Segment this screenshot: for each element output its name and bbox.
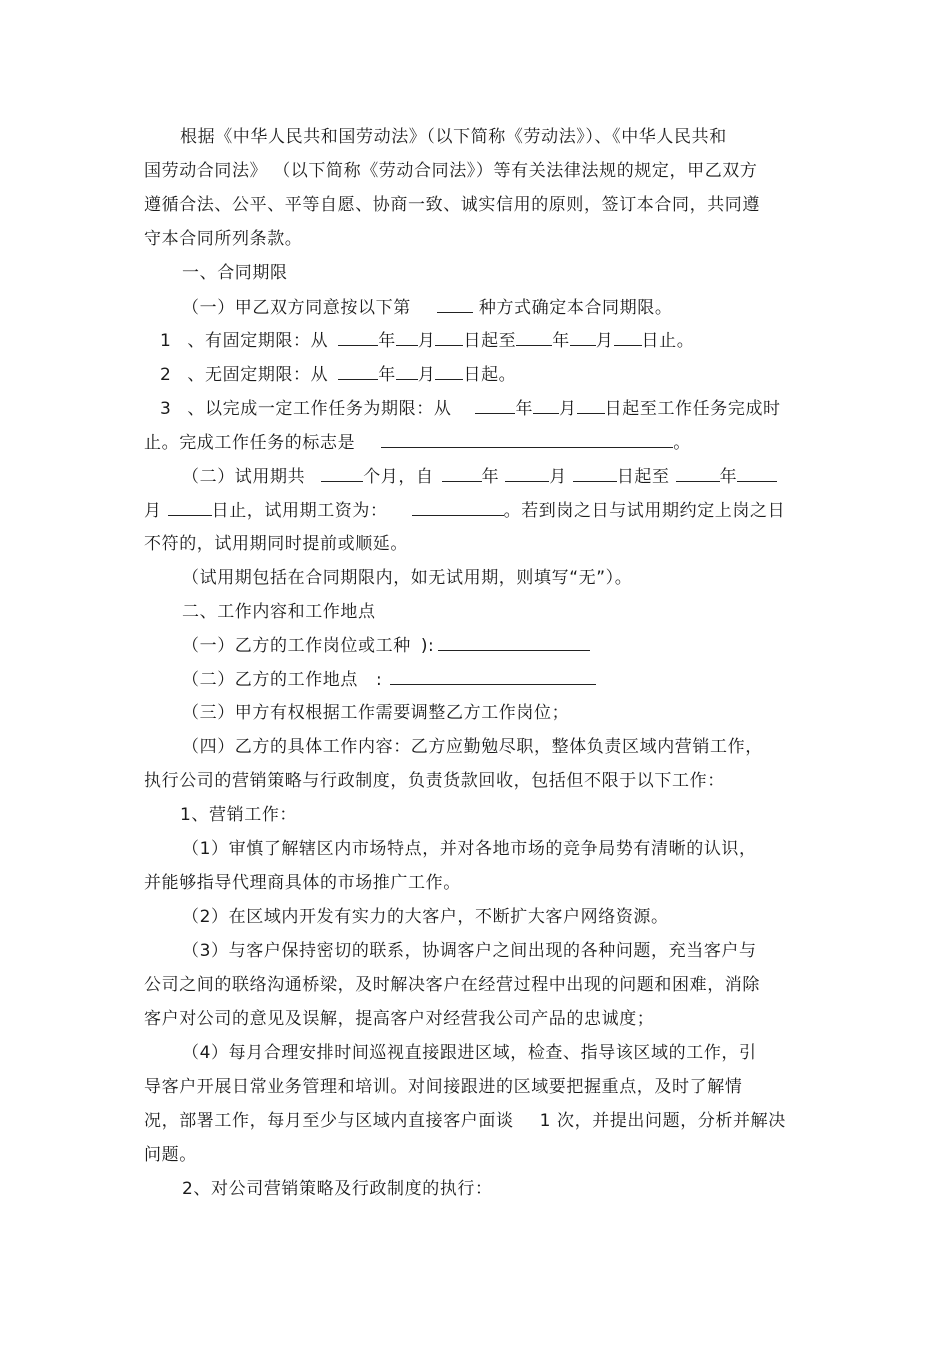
probation-start-month-blank[interactable] (505, 465, 549, 482)
probation-start-year-blank[interactable] (442, 465, 482, 482)
period-label: 。 (673, 433, 691, 453)
probation-line-2 (144, 499, 785, 522)
section-1-heading: 一、合同期限 (182, 263, 288, 283)
probation-months-blank[interactable] (321, 465, 363, 482)
year-label: 年 (719, 467, 738, 487)
month-label: 月 (559, 399, 577, 419)
term-method-blank[interactable] (437, 296, 473, 313)
probation-end-year-blank[interactable] (676, 465, 720, 482)
work-content-line-1: （四）乙方的具体工作内容：乙方应勤勉尽职，整体负责区域内营销工作， (182, 737, 763, 757)
start-month-blank[interactable] (396, 329, 418, 346)
separator: : (376, 670, 383, 690)
term-method-label: （一）甲乙双方同意按以下第 (182, 298, 411, 318)
work-location-label: （二）乙方的工作地点 (182, 670, 358, 690)
item-4-line-1: （4）每月合理安排时间巡视直接跟进区域，检查、指导该区域的工作，引 (182, 1043, 757, 1063)
months-from-label: 个月，自 (363, 467, 434, 487)
work-location-line (182, 668, 596, 691)
start-year-blank[interactable] (475, 397, 515, 414)
month-label: 月 (417, 365, 436, 385)
option-label: 、有固定期限：从 (187, 331, 329, 351)
term-method-suffix: 种方式确定本合同期限。 (478, 298, 673, 318)
probation-note: （试用期包括在合同期限内，如无试用期，则填写“无”）。 (182, 568, 633, 588)
sub-heading-policy: 2、对公司营销策略及行政制度的执行： (182, 1179, 493, 1199)
work-location-blank[interactable] (390, 668, 596, 685)
option-number: 2 (160, 365, 172, 385)
task-completion-label: 止。完成工作任务的标志是 (144, 433, 356, 453)
option-label: 、无固定期限：从 (187, 365, 329, 385)
item-3-line-2: 公司之间的联络沟通桥梁，及时解决客户在经营过程中出现的问题和困难，消除 (144, 975, 760, 995)
option-number: 3 (160, 399, 172, 419)
year-label: 年 (515, 399, 534, 419)
option-task-term (160, 397, 781, 420)
item-3-line-1: （3）与客户保持密切的联系，协调客户之间出现的各种问题，充当客户与 (182, 941, 757, 961)
item-4-text-a: 况，部署工作，每月至少与区域内直接客户面谈 (144, 1111, 514, 1131)
intro-line-3: 遵循合法、公平、平等自愿、协商一致、诚实信用的原则，签订本合同，共同遵 (144, 195, 760, 215)
year-label: 年 (481, 467, 500, 487)
job-position-label: （一）乙方的工作岗位或工种 (182, 636, 411, 656)
probation-wage-blank[interactable] (412, 499, 504, 516)
item-3-line-3: 客户对公司的意见及误解，提高客户对经营我公司产品的忠诚度； (144, 1009, 655, 1029)
term-method-line (182, 296, 672, 319)
end-month-blank[interactable] (570, 329, 596, 346)
start-year-blank[interactable] (338, 329, 378, 346)
option-label: 、以完成一定工作任务为期限：从 (187, 399, 452, 419)
year-label: 年 (378, 331, 396, 351)
clause-adjust-position: （三）甲方有权根据工作需要调整乙方工作岗位； (182, 703, 570, 723)
probation-line-3: 不符的，试用期同时提前或顺延。 (144, 534, 408, 554)
start-month-blank[interactable] (396, 363, 418, 380)
item-4-line-4: 问题。 (144, 1145, 197, 1165)
end-day-blank[interactable] (614, 329, 642, 346)
end-year-blank[interactable] (516, 329, 552, 346)
item-2: （2）在区域内开发有实力的大客户，不断扩大客户网络资源。 (182, 907, 669, 927)
sub-heading-marketing: 1、营销工作： (180, 805, 298, 825)
task-completion-line (144, 431, 691, 454)
probation-end-month-blank[interactable] (737, 465, 777, 482)
month-label: 月 (549, 467, 567, 487)
start-month-blank[interactable] (533, 397, 559, 414)
probation-wage-label: 日止，试用期工资为： (211, 501, 388, 521)
item-4-text-b: 1 次，并提出问题，分析并解决 (539, 1111, 786, 1131)
start-label: 日起至 (616, 467, 670, 487)
item-4-line-2: 导客户开展日常业务管理和培训。对间接跟进的区域要把握重点，及时了解情 (144, 1077, 743, 1097)
start-year-blank[interactable] (338, 363, 378, 380)
task-end-label: 日起至工作任务完成时 (604, 399, 781, 419)
month-label: 月 (144, 501, 162, 521)
start-day-blank[interactable] (435, 363, 463, 380)
item-4-line-3 (144, 1110, 786, 1132)
item-1-line-2: 并能够指导代理商具体的市场推广工作。 (144, 873, 461, 893)
month-label: 月 (417, 331, 436, 351)
intro-line-4: 守本合同所列条款。 (144, 229, 303, 249)
month-label: 月 (595, 331, 614, 351)
separator: ): (420, 636, 435, 656)
year-label: 年 (378, 365, 396, 385)
intro-line-2: 国劳动合同法》 （以下简称《劳动合同法》）等有关法律法规的规定，甲乙双方 (144, 161, 758, 181)
task-completion-blank[interactable] (381, 431, 673, 448)
year-label: 年 (552, 331, 570, 351)
option-open-term (160, 363, 516, 386)
end-label: 日止。 (641, 331, 695, 351)
intro-line-1: 根据《中华人民共和国劳动法》（以下简称《劳动法》）、《中华人民共和 (180, 127, 727, 147)
item-1-line-1: （1）审慎了解辖区内市场特点，并对各地市场的竞争局势有清晰的认识， (182, 839, 757, 859)
section-2-heading: 二、工作内容和工作地点 (182, 602, 376, 622)
probation-adjust-label: 。若到岗之日与试用期约定上岗之日 (503, 501, 786, 521)
option-fixed-term (160, 329, 694, 352)
job-position-line (182, 634, 590, 657)
option-number: 1 (160, 331, 172, 351)
probation-end-day-blank[interactable] (168, 499, 212, 516)
probation-label: （二）试用期共 (182, 467, 306, 487)
probation-line-1 (182, 465, 777, 488)
probation-start-day-blank[interactable] (573, 465, 617, 482)
work-content-line-2: 执行公司的营销策略与行政制度，负责货款回收，包括但不限于以下工作： (144, 771, 725, 791)
start-day-blank[interactable] (577, 397, 605, 414)
start-label: 日起。 (463, 365, 517, 385)
start-day-blank[interactable] (435, 329, 463, 346)
job-position-blank[interactable] (438, 634, 590, 651)
start-label: 日起至 (463, 331, 517, 351)
